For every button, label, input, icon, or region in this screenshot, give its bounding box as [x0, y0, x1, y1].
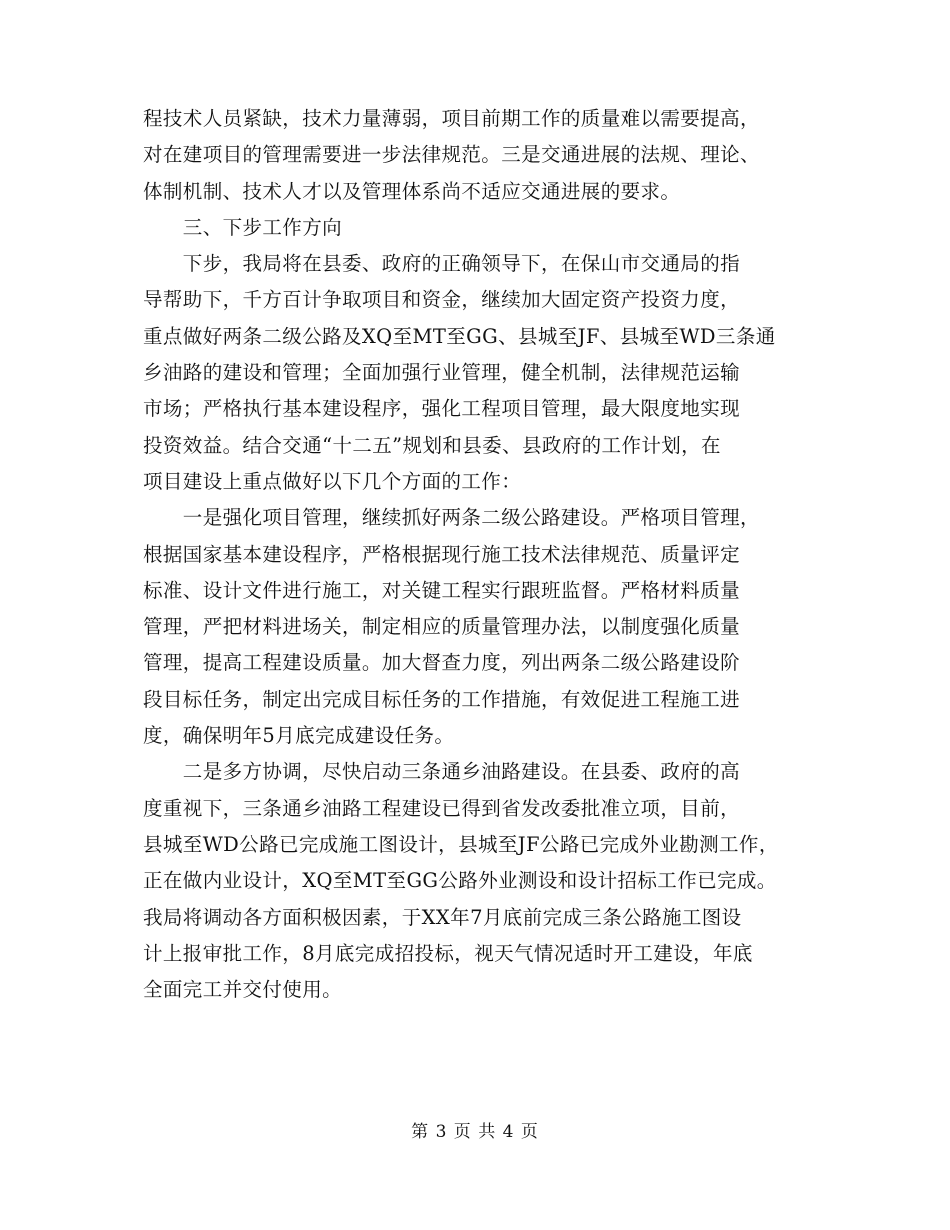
text-line: 体制机制、技术人才以及管理体系尚不适应交通进展的要求。 [143, 179, 681, 203]
text-line: 段目标任务，制定出完成目标任务的工作措施，有效促进工程施工进 [143, 687, 741, 711]
section-heading: 三、下步工作方向 [143, 215, 343, 239]
text-line: 县城至WD公路已完成施工图设计，县城至JF公路已完成外业勘测工作， [143, 832, 779, 856]
text-line: 度重视下，三条通乡油路工程建设已得到省发改委批准立项，目前， [143, 796, 741, 820]
text-line: 度，确保明年5月底完成建设任务。 [143, 724, 455, 748]
text-line: 标准、设计文件进行施工，对关键工程实行跟班监督。严格材料质量 [143, 578, 741, 602]
text-line: 对在建项目的管理需要进一步法律规范。三是交通进展的法规、理论、 [143, 143, 760, 167]
text-line: 我局将调动各方面积极因素，于XX年7月底前完成三条公路施工图设 [143, 905, 742, 929]
text-line: 重点做好两条二级公路及XQ至MT至GG、县城至JF、县城至WD三条通 [143, 324, 776, 348]
text-line: 项目建设上重点做好以下几个方面的工作： [143, 469, 522, 493]
text-line: 导帮助下，千方百计争取项目和资金，继续加大固定资产投资力度， [143, 288, 741, 312]
page-footer: 第 3 页 共 4 页 [411, 1122, 539, 1142]
text-line: 管理，严把材料进场关，制定相应的质量管理办法，以制度强化质量 [143, 615, 741, 639]
text-line: 全面完工并交付使用。 [143, 978, 343, 1002]
text-line: 二是多方协调，尽快启动三条通乡油路建设。在县委、政府的高 [143, 760, 741, 784]
text-line: 根据国家基本建设程序，严格根据现行施工技术法律规范、质量评定 [143, 542, 741, 566]
text-line: 市场；严格执行基本建设程序，强化工程项目管理，最大限度地实现 [143, 397, 741, 421]
text-line: 一是强化项目管理，继续抓好两条二级公路建设。严格项目管理， [143, 506, 760, 530]
text-line: 正在做内业设计，XQ至MT至GG公路外业测设和设计招标工作已完成。 [143, 869, 777, 893]
body-text [143, 101, 828, 1008]
text-line: 管理，提高工程建设质量。加大督查力度，列出两条二级公路建设阶 [143, 651, 741, 675]
text-line: 计上报审批工作，8月底完成招投标，视天气情况适时开工建设，年底 [143, 941, 753, 965]
text-line: 下步，我局将在县委、政府的正确领导下，在保山市交通局的指 [143, 252, 741, 276]
text-line: 投资效益。结合交通“十二五”规划和县委、县政府的工作计划，在 [143, 433, 721, 457]
text-line: 程技术人员紧缺，技术力量薄弱，项目前期工作的质量难以需要提高， [143, 107, 760, 130]
text-line: 乡油路的建设和管理；全面加强行业管理，健全机制，法律规范运输 [143, 361, 741, 385]
